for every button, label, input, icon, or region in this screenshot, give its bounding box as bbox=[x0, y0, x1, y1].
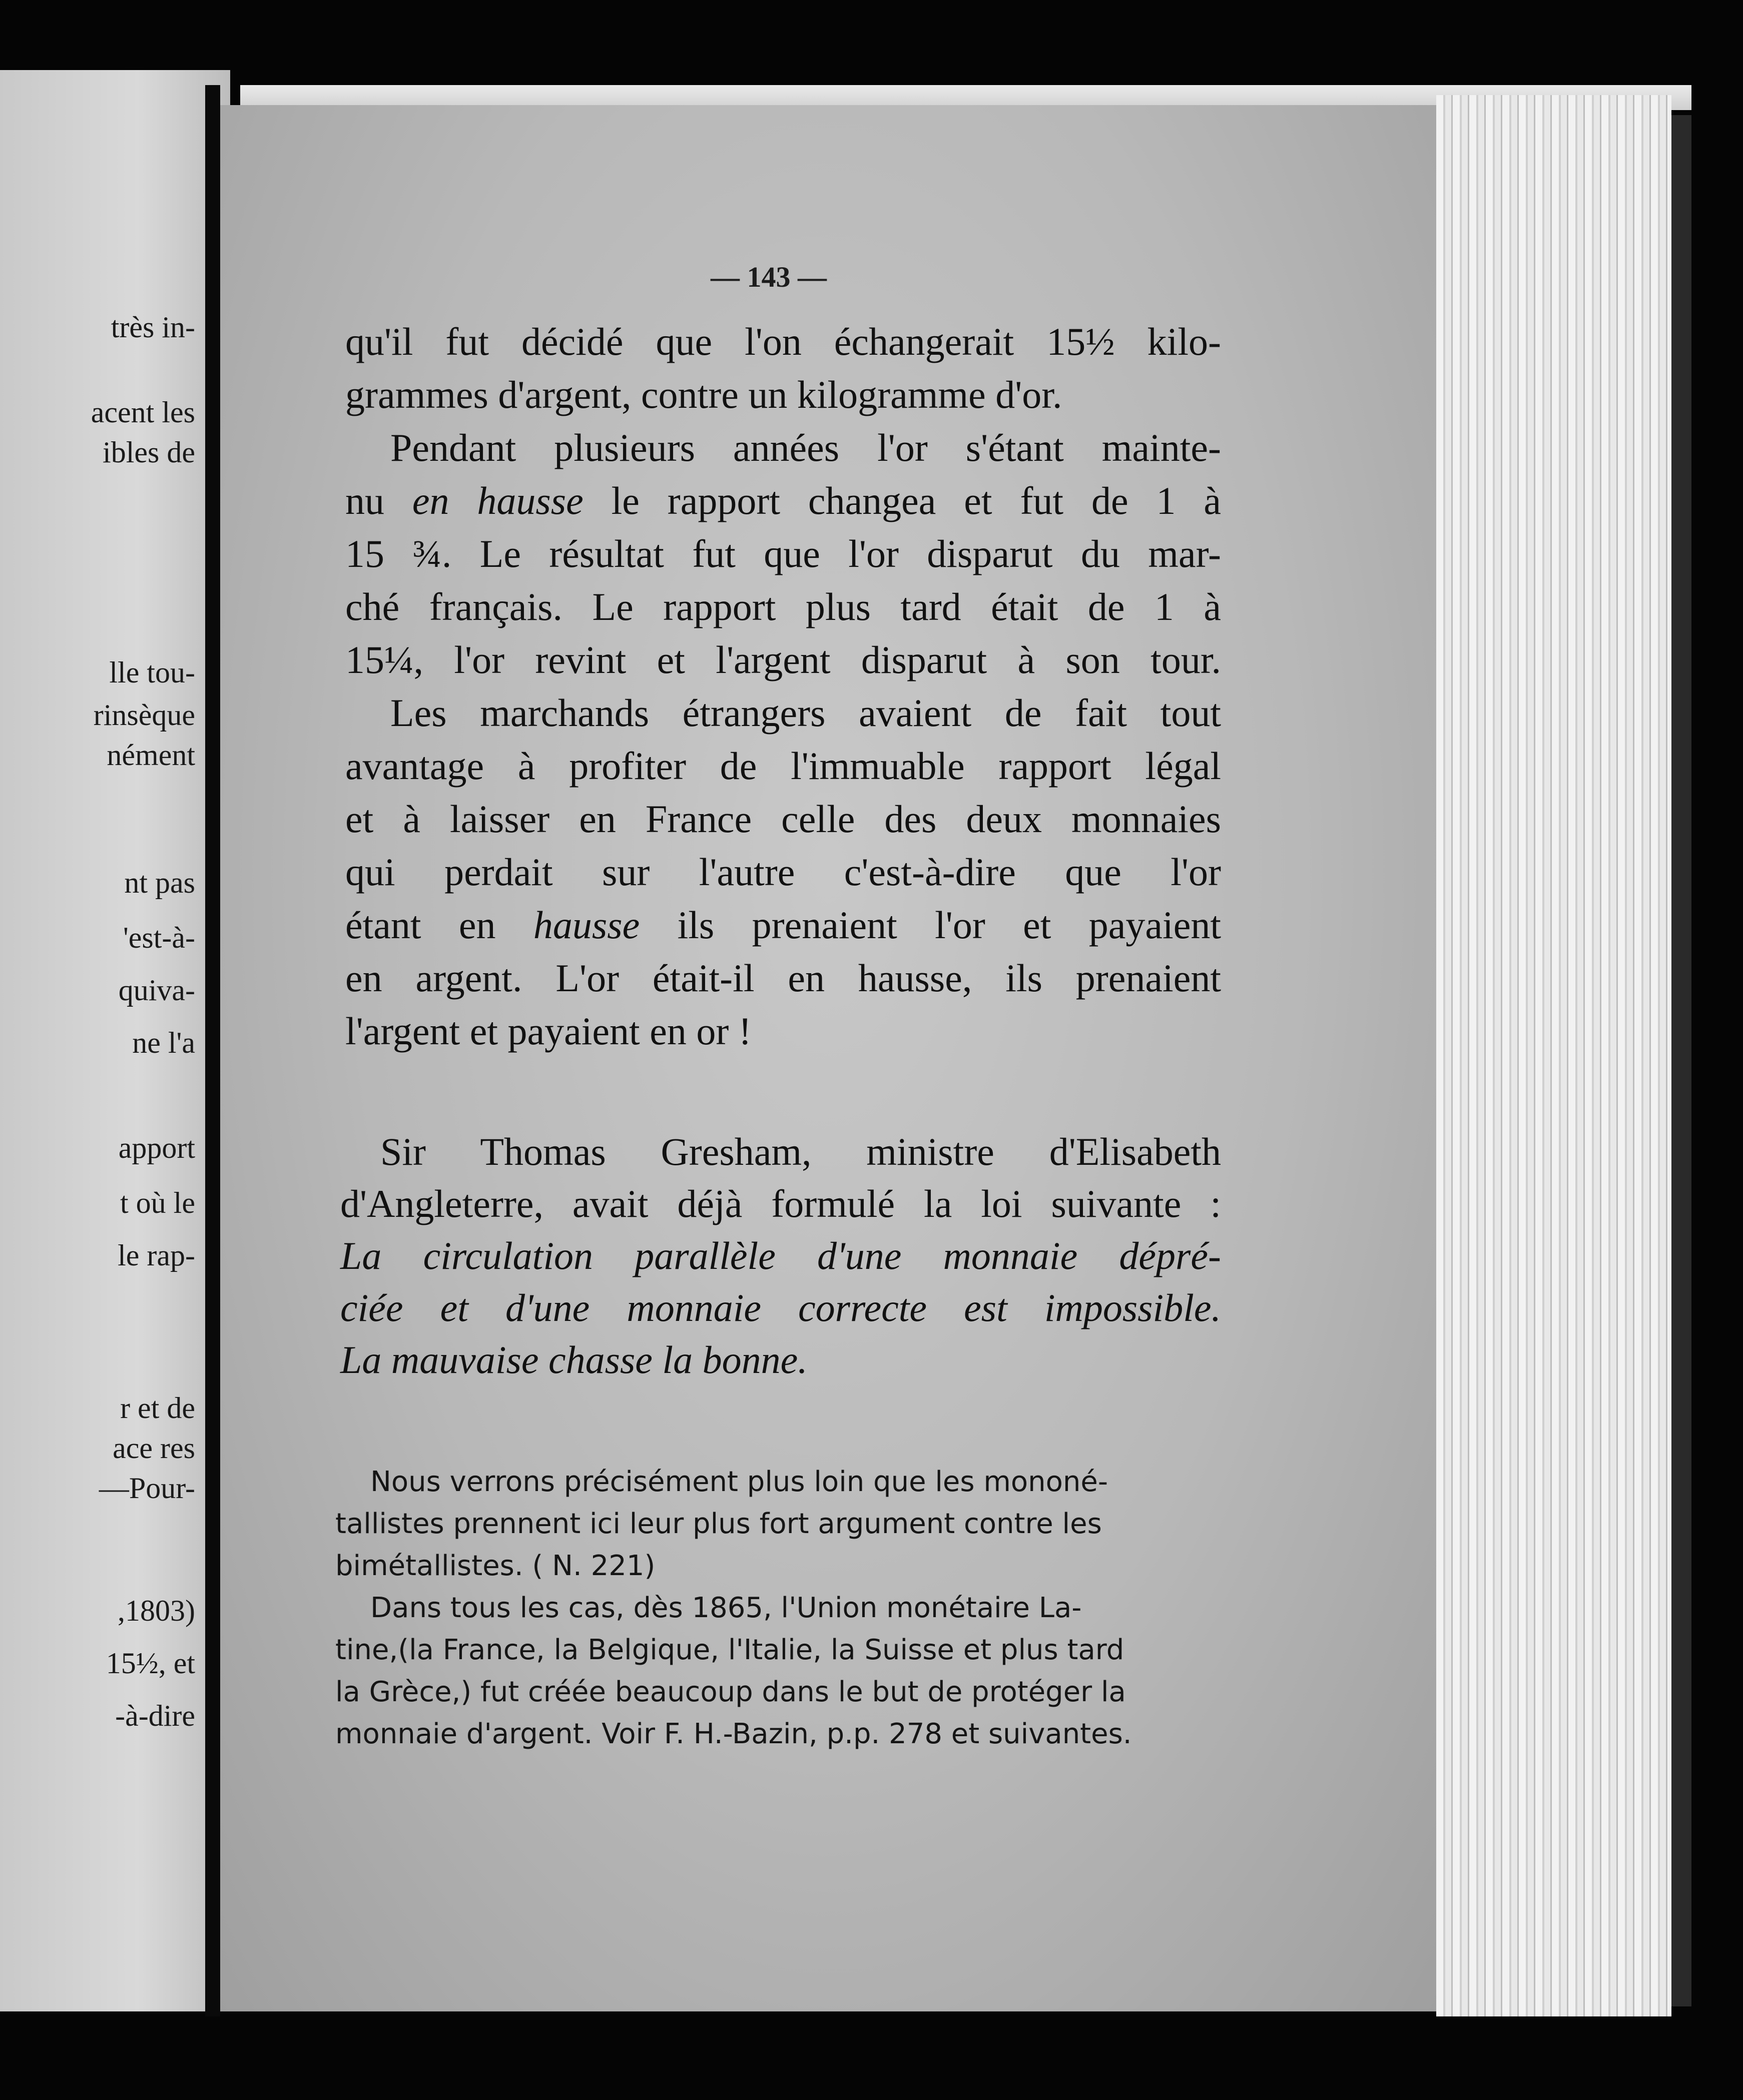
left-page-fragment: 'est-à- bbox=[123, 921, 195, 954]
footnotes bbox=[335, 1461, 1216, 1755]
footnote-1-line-2: tallistes prennent ici leur plus fort argument contre les bbox=[335, 1508, 1102, 1540]
p2-line-4: ché français. Le rapport plus tard était de 1 à bbox=[345, 585, 1221, 628]
book-cover-edge bbox=[1671, 115, 1691, 2006]
footnote-2-line-1: Dans tous les cas, dès 1865, l'Union monétaire La- bbox=[370, 1592, 1082, 1624]
footnote-2-line-2: tine,(la France, la Belgique, l'Italie, la Suisse et plus tard bbox=[335, 1634, 1124, 1666]
footnote-1-line-1: Nous verrons précisément plus loin que les mononé- bbox=[370, 1466, 1108, 1498]
left-page-fragment: nément bbox=[107, 739, 195, 772]
left-page-fragment: le rap- bbox=[118, 1239, 195, 1272]
footnote-1-line-3: bimétallistes. ( N. 221) bbox=[335, 1550, 656, 1582]
page-number: — 143 — bbox=[711, 261, 827, 293]
left-page-fragment: ,1803) bbox=[118, 1594, 195, 1627]
p1-line-1: qu'il fut décidé que l'on échangerait 15½ kilo- bbox=[345, 320, 1221, 363]
gresham-law-block bbox=[340, 1126, 1221, 1386]
p2-line-2: nu en hausse le rapport changea et fut de 1 à bbox=[345, 479, 1221, 522]
p3-line-5: étant en hausse ils prenaient l'or et payaient bbox=[345, 903, 1221, 947]
gresham-line-2: d'Angleterre, avait déjà formulé la loi suivante : bbox=[340, 1182, 1221, 1225]
left-page-fragment: acent les bbox=[91, 396, 195, 429]
p3-line-1: Les marchands étrangers avaient de fait tout bbox=[390, 691, 1221, 735]
p2-line-3: 15 ¾. Le résultat fut que l'or disparut du mar- bbox=[345, 532, 1221, 575]
left-page-fragment: 15½, et bbox=[106, 1647, 195, 1680]
left-page-fragment: r et de bbox=[120, 1391, 195, 1425]
main-body-text bbox=[345, 315, 1221, 1058]
p3-line-2: avantage à profiter de l'immuable rapport légal bbox=[345, 744, 1221, 788]
left-page-fragment: nt pas bbox=[124, 866, 195, 899]
left-page-fragment: apport bbox=[118, 1131, 195, 1164]
left-page-fragment: ibles de bbox=[103, 436, 195, 469]
left-page-fragment: très in- bbox=[111, 311, 195, 344]
gresham-law-line-1: La circulation parallèle d'une monnaie dépré- bbox=[340, 1234, 1221, 1277]
left-page-fragment: —Pour- bbox=[99, 1472, 195, 1505]
left-page-fragment: rinsèque bbox=[93, 698, 195, 732]
gresham-law-line-2: ciée et d'une monnaie correcte est impossible. bbox=[340, 1286, 1221, 1329]
p3-line-4: qui perdait sur l'autre c'est-à-dire que l'or bbox=[345, 850, 1221, 894]
footnote-2-line-4: monnaie d'argent. Voir F. H.-Bazin, p.p. 278 et suivantes. bbox=[335, 1718, 1132, 1750]
left-page-fragment: t où le bbox=[120, 1186, 195, 1219]
p2-line-5: 15¼, l'or revint et l'argent disparut à son tour. bbox=[345, 638, 1221, 681]
left-facing-page bbox=[0, 70, 230, 2011]
left-page-fragment: quiva- bbox=[118, 974, 195, 1007]
footnote-2-line-3: la Grèce,) fut créée beaucoup dans le but de protéger la bbox=[335, 1676, 1126, 1708]
left-page-fragment: lle tou- bbox=[109, 656, 195, 689]
left-page-fragment: ne l'a bbox=[132, 1026, 195, 1059]
p2-line-1: Pendant plusieurs années l'or s'étant mainte- bbox=[390, 426, 1221, 469]
gresham-law-line-3: La mauvaise chasse la bonne. bbox=[340, 1338, 808, 1381]
left-page-fragment: -à-dire bbox=[115, 1699, 195, 1732]
p3-line-3: et à laisser en France celle des deux monnaies bbox=[345, 797, 1221, 841]
p3-line-7: l'argent et payaient en or ! bbox=[345, 1009, 752, 1053]
p3-line-6: en argent. L'or était-il en hausse, ils prenaient bbox=[345, 956, 1221, 1000]
p1-line-2: grammes d'argent, contre un kilogramme d'or. bbox=[345, 373, 1062, 416]
left-page-fragment: ace res bbox=[113, 1432, 195, 1465]
book-spine bbox=[205, 85, 220, 2016]
gresham-line-1: Sir Thomas Gresham, ministre d'Elisabeth bbox=[380, 1130, 1221, 1173]
book-page-edges bbox=[1436, 95, 1671, 2016]
